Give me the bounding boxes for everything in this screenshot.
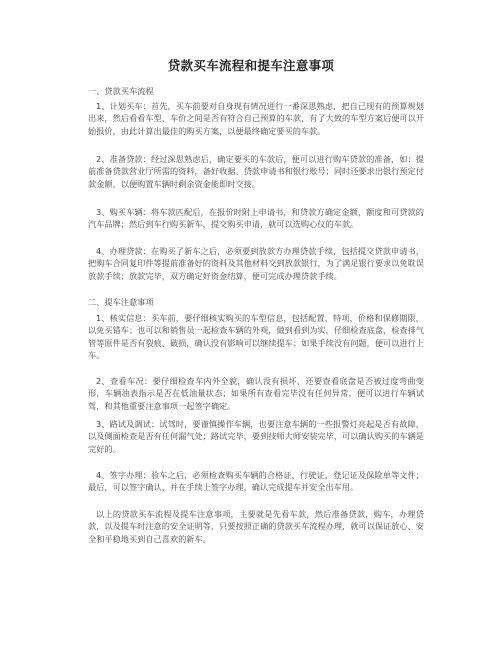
paragraph-handle-loan: 4、办理贷款：在购买了新车之后，必须要到放款方办理贷款手续，包括提交贷款申请书，把购车合同复印件等提前准备好的资料及其他材料交到放款银行，为了满足银行要求以免耽误放款手续；放款完毕，双方确定好资金结算，便可完成办理贷款手续。 [88,246,424,281]
section-heading-loan-process: 一、贷款买车流程 [88,86,154,96]
paragraph-inspect-condition: 2、查看车况：要仔细检查车内外全貌，确认没有损坏，还要查看底盘是否被过度弯曲变形，车辆油表指示是否在低油量状态；如果所有查看完毕没有任何异常，便可以进行车辆试驾，和其他重要注意事项一起签字确定。 [88,376,424,411]
paragraph-buy-vehicle: 3、购买车辆：将车款匹配后，在报价时附上申请书，和贷款方确定金额，额度和可贷款的汽车品牌；然后到车行购买新车，提交购买申请，就可以选购心仪的车款。 [88,207,424,230]
paragraph-verify-info: 1、核实信息：买车前，要仔细核实购买的车型信息，包括配置，特项，价格和保修期限，以免买错车；也可以和销售员一起检查车辆的外观，做到看到为实，仔细检查底盘，检查排气管等原件是否有裂痕、破损，确认没有影响可以继续提车；如果手续没有问题，便可以进行上车。 [88,313,424,361]
document-title: 贷款买车流程和提车注意事项 [167,58,335,73]
paragraph-conclusion: 以上的贷款买车流程及提车注意事项，主要就是先看车款，然后准备贷款，购车，办理贷款，以及提车时注意的安全证明等，只要按照正确的贷款买车流程办理，就可以保证放心、安全和平稳地买到自己喜欢的新车。 [88,509,424,544]
paragraph-road-test: 3、路试及调试：试驾时，要谨慎操作车辆，也要注意车辆的一些报警灯亮起是否有故障，以及侧面检查是否有任何漏气处；路试完毕，要到技师大师安装完毕，可以确认购买的车辆是完好的。 [88,419,424,454]
paragraph-plan-purchase: 1、计划买车：首先，买车前要对自身现有情况进行一番深思熟虑，把自己现有的预算规划出来，然后看看车型、车价之间是否有符合自己预算的车款，有了大致的车型方案后便可以开始报价，由此计算出最佳的购买方案，以便最终确定要买的车款。 [88,101,424,136]
paragraph-sign-documents: 4、签字办理：验车之后，必须检查购买车辆的合格证，行驶证，登记证及保险单等文件；最后，可以签字确认，并在手续上签字办理，确认完成提车并安全出车用。 [88,470,424,493]
paragraph-prepare-loan: 2、准备贷款：经过深思熟虑后，确定要买的车款后，便可以进行购车贷款的准备，如：提前准备贷款营业厅所需的资料，备好收据、贷款申请书和银行账号；同时还要求出银行预定付款金额，以便购置车辆时剩余资金能即时交接。 [88,154,424,189]
section-heading-pickup-notes: 二、提车注意事项 [88,297,154,307]
